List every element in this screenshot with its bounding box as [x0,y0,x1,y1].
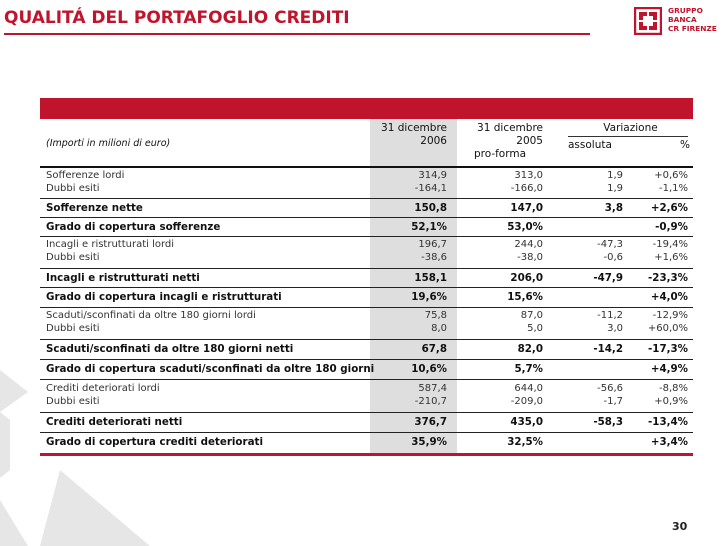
cell-2006: 587,4 [418,383,447,394]
cell-2006: 10,6% [411,363,447,375]
cell-pct: +0,6% [654,170,688,181]
row-label: Dubbi esiti [46,183,100,194]
cell-pct: +3,4% [650,436,688,448]
cell-2005: -38,0 [517,252,543,263]
header-2006-line2: 2006 [420,135,447,147]
title-underline [4,33,590,35]
header-variation-pct: % [680,139,690,151]
cell-2006: 35,9% [411,436,447,448]
cell-abs: -47,3 [597,239,623,250]
logo-line-2: BANCA [668,15,697,24]
row-label: Crediti deteriorati netti [46,416,183,428]
brand-logo [634,4,726,40]
cell-2005: 5,0 [527,323,543,334]
cell-abs: 1,9 [607,170,623,181]
row-label: Dubbi esiti [46,396,100,407]
cell-2006: 314,9 [418,170,447,181]
header-2005-line3: pro-forma [473,148,527,160]
cell-2006: -164,1 [414,183,447,194]
cell-2005: 435,0 [510,416,543,428]
header-rule [40,166,693,168]
row-rule [40,339,693,340]
cell-2005: 5,7% [514,363,543,375]
row-rule [40,432,693,433]
table-top-bar [40,98,693,119]
cell-2005: 87,0 [520,310,543,321]
cell-abs: -1,7 [603,396,623,407]
row-label: Dubbi esiti [46,323,100,334]
credit-quality-table [40,119,693,455]
row-rule [40,379,693,380]
cell-abs: -11,2 [597,310,623,321]
row-rule [40,307,693,308]
row-label: Sofferenze nette [46,202,143,214]
cell-2006: 75,8 [424,310,447,321]
page-title: QUALITÁ DEL PORTAFOGLIO CREDITI [4,8,350,28]
row-label: Grado di copertura sofferenze [46,221,221,233]
page-number: 30 [672,520,688,533]
logo-text [668,6,717,33]
cell-pct: -19,4% [652,239,688,250]
cell-2005: -166,0 [510,183,543,194]
cell-pct: +1,6% [654,252,688,263]
row-rule [40,359,693,360]
cell-2006: 19,6% [411,291,447,303]
cell-pct: -0,9% [655,221,688,233]
cell-2005: 32,5% [507,436,543,448]
row-label: Grado di copertura scaduti/sconfinati da oltre 180 giorni [46,363,375,375]
logo-mark-icon [634,7,662,35]
cell-2006: -210,7 [414,396,447,407]
cell-2005: 313,0 [514,170,543,181]
cell-2005: 206,0 [510,272,543,284]
header-variation-abs: assoluta [568,139,612,151]
cell-2006: 376,7 [414,416,447,428]
row-label: Incagli e ristrutturati netti [46,272,200,284]
header-2006-line1: 31 dicembre [381,122,447,134]
row-rule [40,198,693,199]
header-2005-line2: 2005 [516,135,543,147]
variation-underline [568,136,688,137]
row-label: Grado di copertura crediti deteriorati [46,436,263,448]
table-header [40,119,693,166]
cell-2005: 147,0 [510,202,543,214]
cell-pct: -12,9% [652,310,688,321]
row-label: Sofferenze lordi [46,170,125,181]
cell-2005: 15,6% [507,291,543,303]
row-label: Grado di copertura incagli e ristrutturati [46,291,282,303]
cell-abs: -56,6 [597,383,623,394]
cell-pct: +4,9% [650,363,688,375]
cell-2006: 196,7 [418,239,447,250]
cell-abs: -58,3 [593,416,623,428]
cell-2005: 644,0 [514,383,543,394]
cell-pct: +0,9% [654,396,688,407]
row-label: Scaduti/sconfinati da oltre 180 giorni netti [46,343,294,355]
header-variation: Variazione [603,122,658,134]
cell-2005: -209,0 [510,396,543,407]
cell-pct: -23,3% [648,272,688,284]
row-label: Incagli e ristrutturati lordi [46,239,175,250]
cell-2006: -38,6 [421,252,447,263]
header-2005-line1: 31 dicembre [477,122,543,134]
cell-2006: 158,1 [414,272,447,284]
row-rule [40,236,693,237]
header-2005 [457,122,543,161]
cell-pct: +60,0% [647,323,688,334]
cell-2005: 53,0% [507,221,543,233]
row-rule [40,268,693,269]
units-note: (Importi in milioni di euro) [46,138,171,149]
cell-pct: +2,6% [650,202,688,214]
cell-2005: 244,0 [514,239,543,250]
cell-2006: 150,8 [414,202,447,214]
cell-2005: 82,0 [517,343,543,355]
cell-abs: -14,2 [593,343,623,355]
cell-abs: 1,9 [607,183,623,194]
cell-pct: -8,8% [658,383,688,394]
table-bottom-bar [40,453,693,456]
row-label: Scaduti/sconfinati da oltre 180 giorni lordi [46,310,256,321]
logo-line-3: CR FIRENZE [668,24,717,33]
row-rule [40,217,693,218]
logo-line-1: GRUPPO [668,6,703,15]
cell-pct: +4,0% [650,291,688,303]
cell-2006: 8,0 [431,323,447,334]
cell-abs: 3,0 [607,323,623,334]
cell-2006: 52,1% [411,221,447,233]
cell-pct: -17,3% [648,343,688,355]
row-label: Crediti deteriorati lordi [46,383,160,394]
cell-abs: -0,6 [603,252,623,263]
row-label: Dubbi esiti [46,252,100,263]
cell-abs: 3,8 [604,202,623,214]
cell-pct: -1,1% [658,183,688,194]
cell-abs: -47,9 [593,272,623,284]
cell-2006: 67,8 [421,343,447,355]
header-2006 [370,122,447,148]
row-rule [40,412,693,413]
cell-pct: -13,4% [648,416,688,428]
row-rule [40,287,693,288]
